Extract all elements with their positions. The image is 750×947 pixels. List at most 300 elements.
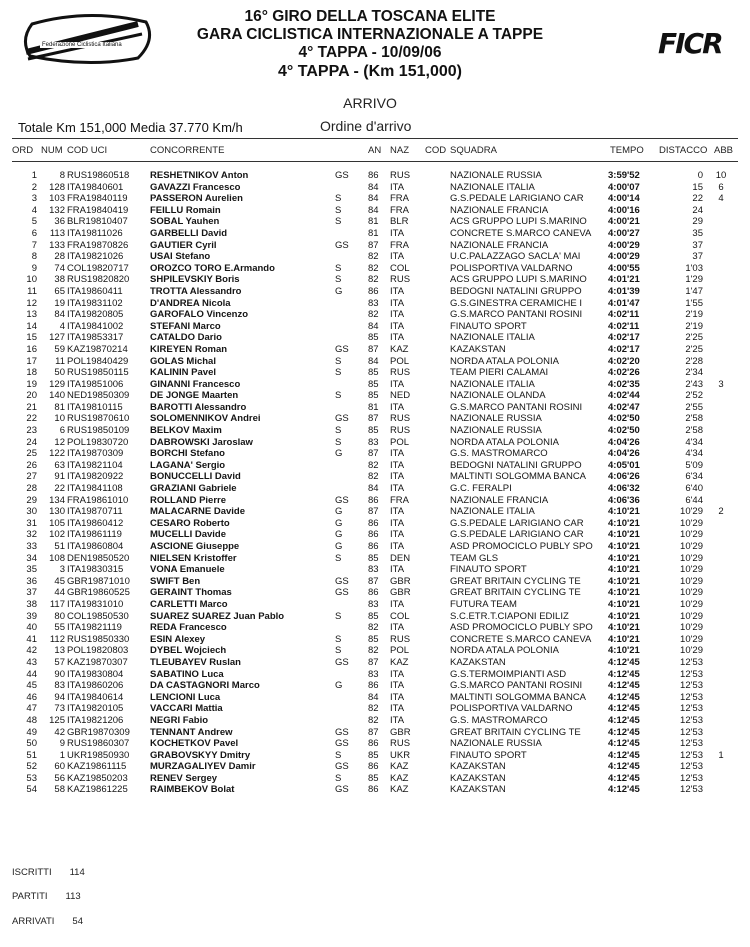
cell-num: 65: [54, 285, 65, 297]
cell-ord: 46: [26, 691, 37, 703]
cell-cod-uci: ITA19840614: [67, 691, 124, 703]
cell-tempo: 4:02'11: [608, 309, 640, 321]
cell-naz: ITA: [390, 598, 405, 610]
cell-cod-uci: RUS19860307: [67, 738, 130, 750]
cell-concorrente: ASCIONE Giuseppe: [150, 541, 240, 552]
cell-cod-uci: COL19850530: [67, 610, 129, 622]
cell-concorrente: DYBEL Wojciech: [150, 645, 227, 657]
cell-cat: GS: [335, 656, 349, 668]
cell-naz: KAZ: [390, 772, 409, 784]
cell-cod-uci: ITA19830315: [67, 564, 124, 576]
cell-distacco: 29: [692, 216, 703, 228]
cell-naz: GBR: [390, 575, 411, 587]
cell-cod-uci: KAZ19870307: [67, 656, 128, 668]
cell-tempo: 4:12'45: [608, 738, 640, 750]
cell-an: 85: [368, 367, 379, 379]
cell-cod-uci: ITA19860804: [67, 541, 124, 552]
cell-num: 63: [54, 459, 65, 471]
table-row: [0, 622, 750, 634]
cell-squadra: TEAM PIERI CALAMAI: [450, 367, 549, 379]
cell-cat: GS: [335, 575, 349, 587]
cell-an: 84: [368, 204, 379, 216]
cell-ord: 14: [26, 320, 37, 332]
cell-tempo: 4:10'21: [608, 575, 640, 587]
cell-squadra: BEDOGNI NATALINI GRUPPO: [450, 459, 582, 471]
cell-concorrente: SOLOMENNIKOV Andrei: [150, 413, 261, 425]
cell-squadra: NAZIONALE RUSSIA: [450, 413, 542, 425]
cell-cod-uci: ITA19821026: [67, 251, 124, 263]
cell-ord: 34: [26, 552, 37, 564]
table-row: [0, 553, 750, 565]
cell-ord: 19: [26, 378, 37, 390]
cell-an: 86: [368, 738, 379, 750]
cell-ord: 4: [31, 204, 37, 216]
cell-naz: ITA: [390, 401, 405, 413]
cell-concorrente: CARLETTI Marco: [150, 598, 228, 610]
cell-squadra: TEAM GLS: [450, 552, 499, 564]
col-cod-uci: COD UCI: [67, 145, 108, 156]
table-row: [0, 367, 750, 379]
cell-tempo: 4:00'55: [608, 262, 640, 274]
cell-tempo: 4:10'21: [608, 552, 640, 564]
table-row: [0, 263, 750, 275]
cell-ord: 23: [26, 425, 37, 437]
table-row: [0, 193, 750, 205]
cell-num: 130: [49, 506, 65, 518]
cell-ord: 27: [26, 471, 37, 483]
cell-an: 87: [368, 239, 379, 251]
cell-naz: ITA: [390, 680, 405, 692]
cell-concorrente: ROLLAND Pierre: [150, 494, 227, 506]
cell-ord: 52: [26, 761, 37, 773]
cell-num: 134: [49, 494, 65, 506]
cell-squadra: G.C. FERALPI: [450, 483, 512, 495]
cell-cod-uci: ITA19841002: [67, 320, 124, 332]
col-naz: NAZ: [390, 145, 409, 156]
cell-ord: 22: [26, 413, 37, 425]
cell-ord: 40: [26, 622, 37, 634]
cell-concorrente: NEGRI Fabio: [150, 714, 209, 726]
arrivati-value: 54: [72, 916, 83, 927]
cell-tempo: 4:04'26: [608, 436, 640, 448]
table-row: [0, 738, 750, 750]
cell-naz: ITA: [390, 506, 405, 518]
divider: [12, 161, 738, 162]
cell-naz: ITA: [390, 564, 405, 576]
cell-ord: 26: [26, 459, 37, 471]
cell-tempo: 4:10'21: [608, 587, 640, 599]
table-row: [0, 634, 750, 646]
table-row: [0, 240, 750, 252]
cell-concorrente: SHPILEVSKIY Boris: [150, 274, 240, 286]
cell-num: 103: [49, 193, 65, 205]
cell-distacco: 12'53: [680, 656, 703, 668]
table-row: [0, 356, 750, 368]
cell-naz: ITA: [390, 668, 405, 680]
cell-squadra: MALTINTI SOLGOMMA BANCA: [450, 471, 587, 483]
table-row: [0, 715, 750, 727]
cell-cod-uci: POL19830720: [67, 436, 129, 448]
cell-squadra: ACS GRUPPO LUPI S.MARINO: [450, 216, 587, 228]
cell-distacco: 4'34: [685, 436, 703, 448]
cell-ord: 45: [26, 680, 37, 692]
cell-an: 84: [368, 181, 379, 193]
cell-concorrente: GAUTIER Cyril: [150, 239, 217, 251]
cell-num: 22: [54, 483, 65, 495]
cell-cod-uci: ITA19811026: [67, 227, 123, 239]
cell-squadra: NORDA ATALA POLONIA: [450, 355, 559, 367]
cell-distacco: 15: [692, 181, 703, 193]
cell-an: 85: [368, 633, 379, 645]
cell-tempo: 4:12'45: [608, 784, 640, 796]
cell-abb: 3: [718, 378, 724, 390]
cell-num: 11: [55, 355, 65, 367]
cell-distacco: 2'25: [685, 343, 703, 355]
cell-naz: ITA: [390, 181, 405, 193]
table-row: [0, 216, 750, 228]
cell-squadra: NAZIONALE FRANCIA: [450, 494, 549, 506]
cell-naz: RUS: [390, 413, 411, 425]
cell-cod-uci: ITA19841108: [67, 483, 123, 495]
cell-cod-uci: GBR19870309: [67, 726, 130, 738]
cell-cat: G: [335, 541, 343, 552]
cell-tempo: 4:12'45: [608, 680, 640, 692]
cell-squadra: KAZAKSTAN: [450, 772, 506, 784]
cell-cat: GS: [335, 738, 349, 750]
cell-distacco: 10'29: [680, 598, 703, 610]
cell-squadra: FUTURA TEAM: [450, 598, 517, 610]
cell-ord: 51: [26, 749, 37, 761]
cell-tempo: 4:10'21: [608, 610, 640, 622]
event-subtitle: GARA CICLISTICA INTERNAZIONALE A TAPPE: [196, 26, 544, 43]
cell-distacco: 2'43: [685, 378, 703, 390]
cell-an: 84: [368, 320, 379, 332]
cell-an: 86: [368, 680, 379, 692]
cell-num: 1: [59, 749, 65, 761]
cell-num: 38: [54, 274, 65, 286]
cell-squadra: MALTINTI SOLGOMMA BANCA: [450, 691, 587, 703]
cell-tempo: 4:10'21: [608, 622, 640, 634]
cell-squadra: POLISPORTIVA VALDARNO: [450, 262, 573, 274]
cell-concorrente: SABATINO Luca: [150, 668, 224, 680]
cell-squadra: KAZAKSTAN: [450, 784, 506, 796]
cell-tempo: 4:12'45: [608, 703, 640, 715]
cell-cod-uci: ITA19860206: [67, 680, 124, 692]
cell-distacco: 35: [692, 227, 703, 239]
cell-num: 10: [54, 413, 65, 425]
table-row: [0, 529, 750, 541]
table-row: [0, 286, 750, 298]
cell-cod-uci: ITA19820922: [67, 471, 124, 483]
cell-abb: 6: [718, 181, 724, 193]
cell-naz: FRA: [390, 204, 409, 216]
cell-naz: ITA: [390, 448, 405, 460]
cell-concorrente: TENNANT Andrew: [150, 726, 233, 738]
cell-squadra: NAZIONALE FRANCIA: [450, 239, 549, 251]
cell-concorrente: CATALDO Dario: [150, 332, 222, 344]
cell-ord: 30: [26, 506, 37, 518]
cell-cat: S: [335, 355, 342, 367]
cell-naz: ITA: [390, 332, 405, 344]
cell-squadra: KAZAKSTAN: [450, 343, 506, 355]
cell-tempo: 4:12'45: [608, 772, 640, 784]
cell-tempo: 4:12'45: [608, 714, 640, 726]
cell-concorrente: RAIMBEKOV Bolat: [150, 784, 235, 796]
table-row: [0, 170, 750, 182]
table-row: [0, 298, 750, 310]
cell-tempo: 4:00'16: [608, 204, 640, 216]
cell-tempo: 4:06'32: [608, 483, 640, 495]
cell-cat: S: [335, 262, 342, 274]
arrivati-line: [12, 916, 83, 927]
cell-naz: ITA: [390, 541, 405, 552]
cell-squadra: U.C.PALAZZAGO SACLA' MAI: [450, 251, 581, 263]
cell-concorrente: GOLAS Michal: [150, 355, 216, 367]
cell-ord: 11: [27, 285, 37, 297]
cell-ord: 35: [26, 564, 37, 576]
cell-squadra: KAZAKSTAN: [450, 656, 506, 668]
cell-cod-uci: KAZ19870214: [67, 343, 128, 355]
cell-cod-uci: DEN19850520: [67, 552, 130, 564]
table-row: [0, 727, 750, 739]
cell-ord: 43: [26, 656, 37, 668]
cell-tempo: 4:04'26: [608, 448, 640, 460]
cell-naz: ITA: [390, 714, 405, 726]
cell-distacco: 2'19: [685, 320, 703, 332]
cell-naz: DEN: [390, 552, 411, 564]
cell-cod-uci: ITA19851006: [67, 378, 124, 390]
table-row: [0, 425, 750, 437]
table-row: [0, 205, 750, 217]
partiti-value: 113: [65, 891, 81, 902]
table-row: [0, 645, 750, 657]
cell-concorrente: TLEUBAYEV Ruslan: [150, 656, 241, 668]
cell-distacco: 12'53: [680, 761, 703, 773]
cell-concorrente: VONA Emanuele: [150, 564, 225, 576]
cell-naz: ITA: [390, 309, 405, 321]
cell-an: 82: [368, 714, 379, 726]
cell-cod-uci: RUS19820820: [67, 274, 130, 286]
cell-squadra: NAZIONALE RUSSIA: [450, 425, 542, 437]
cell-naz: ITA: [390, 483, 405, 495]
cell-cat: G: [335, 529, 343, 541]
cell-naz: COL: [390, 262, 410, 274]
cell-cat: GS: [335, 239, 349, 251]
cell-ord: 44: [26, 668, 37, 680]
cell-distacco: 2'34: [685, 367, 703, 379]
cell-tempo: 3:59'52: [608, 170, 640, 181]
table-row: [0, 518, 750, 530]
cell-distacco: 12'53: [680, 738, 703, 750]
totale-media: Totale Km 151,000 Media 37.770 Km/h: [18, 120, 243, 135]
cell-num: 117: [49, 598, 65, 610]
cell-num: 6: [59, 425, 65, 437]
cell-concorrente: DABROWSKI Jaroslaw: [150, 436, 253, 448]
cell-naz: BLR: [390, 216, 409, 228]
cell-cat: G: [335, 506, 343, 518]
cell-cat: S: [335, 274, 342, 286]
cell-naz: NED: [390, 390, 411, 402]
cell-cod-uci: FRA19840119: [67, 193, 128, 205]
cell-squadra: NORDA ATALA POLONIA: [450, 645, 559, 657]
cell-an: 86: [368, 494, 379, 506]
cell-distacco: 12'53: [680, 703, 703, 715]
col-squadra: SQUADRA: [450, 145, 497, 156]
cell-num: 73: [54, 703, 65, 715]
cell-an: 82: [368, 262, 379, 274]
cell-naz: GBR: [390, 726, 411, 738]
cell-naz: ITA: [390, 517, 405, 529]
cell-ord: 41: [26, 633, 37, 645]
table-row: [0, 471, 750, 483]
table-row: [0, 587, 750, 599]
cell-concorrente: ESIN Alexey: [150, 633, 206, 645]
table-row: [0, 506, 750, 518]
cell-cod-uci: UKR19850930: [67, 749, 130, 761]
cell-tempo: 4:02'20: [608, 355, 640, 367]
cell-naz: FRA: [390, 239, 409, 251]
col-abb: ABB: [714, 145, 734, 156]
table-row: [0, 332, 750, 344]
cell-num: 59: [54, 343, 65, 355]
cell-cat: GS: [335, 587, 349, 599]
cell-naz: RUS: [390, 633, 411, 645]
cell-concorrente: BAROTTI Alessandro: [150, 401, 247, 413]
cell-num: 80: [54, 610, 65, 622]
cell-abb: 10: [715, 170, 727, 181]
cell-concorrente: BONUCCELLI David: [150, 471, 241, 483]
cell-an: 86: [368, 587, 379, 599]
cell-cod-uci: GBR19871010: [67, 575, 130, 587]
cell-squadra: GREAT BRITAIN CYCLING TE: [450, 575, 581, 587]
cell-concorrente: MALACARNE Davide: [150, 506, 246, 518]
cell-naz: ITA: [390, 320, 405, 332]
cell-ord: 38: [26, 598, 37, 610]
cell-ord: 13: [26, 309, 37, 321]
cell-ord: 39: [26, 610, 37, 622]
cell-cat: S: [335, 204, 342, 216]
cell-cod-uci: ITA19860411: [67, 285, 123, 297]
cell-concorrente: USAI Stefano: [150, 251, 211, 263]
cell-squadra: ASD PROMOCICLO PUBLY SPO: [450, 541, 593, 552]
table-row: [0, 495, 750, 507]
cell-tempo: 4:10'21: [608, 645, 640, 657]
cell-cat: G: [335, 448, 343, 460]
cell-concorrente: RESHETNIKOV Anton: [150, 170, 249, 181]
cell-an: 81: [368, 401, 379, 413]
table-row: [0, 657, 750, 669]
cell-tempo: 4:01'39: [608, 285, 640, 297]
cell-abb: 1: [718, 749, 724, 761]
cell-num: 90: [54, 668, 65, 680]
cell-distacco: 1'29: [685, 274, 703, 286]
cell-an: 86: [368, 541, 379, 552]
cell-num: 108: [49, 552, 65, 564]
cell-naz: KAZ: [390, 343, 409, 355]
cell-cod-uci: ITA19821119: [67, 622, 122, 634]
cell-concorrente: GARBELLI David: [150, 227, 228, 239]
cell-cod-uci: ITA19831102: [67, 297, 123, 309]
stage-distance: 4° TAPPA - (Km 151,000): [278, 63, 462, 80]
table-row: [0, 599, 750, 611]
cell-squadra: NAZIONALE ITALIA: [450, 181, 535, 193]
cell-ord: 37: [26, 587, 37, 599]
cell-an: 81: [368, 227, 379, 239]
cell-an: 85: [368, 772, 379, 784]
cell-an: 84: [368, 193, 379, 205]
table-row: [0, 611, 750, 623]
cell-tempo: 4:01'21: [608, 274, 640, 286]
cell-num: 44: [54, 587, 65, 599]
table-row: [0, 680, 750, 692]
cell-num: 42: [54, 726, 65, 738]
stage-date: 4° TAPPA - 10/09/06: [298, 44, 442, 61]
cell-squadra: KAZAKSTAN: [450, 761, 506, 773]
cell-squadra: G.S.PEDALE LARIGIANO CAR: [450, 517, 584, 529]
table-row: [0, 390, 750, 402]
cell-ord: 25: [26, 448, 37, 460]
cell-tempo: 4:00'29: [608, 251, 640, 263]
cell-squadra: NAZIONALE RUSSIA: [450, 170, 542, 181]
cell-ord: 2: [31, 181, 37, 193]
cell-naz: POL: [390, 355, 410, 367]
table-row: [0, 784, 750, 796]
cell-concorrente: TROTTA Alessandro: [150, 285, 242, 297]
cell-squadra: FINAUTO SPORT: [450, 749, 527, 761]
cell-ord: 3: [31, 193, 37, 205]
cell-cod-uci: ITA19821206: [67, 714, 124, 726]
cell-squadra: G.S.MARCO PANTANI ROSINI: [450, 680, 583, 692]
cell-ord: 53: [26, 772, 37, 784]
cell-an: 83: [368, 564, 379, 576]
cell-cat: G: [335, 517, 343, 529]
cell-naz: ITA: [390, 691, 405, 703]
cell-naz: FRA: [390, 193, 409, 205]
cell-distacco: 12'53: [680, 680, 703, 692]
cell-concorrente: KALININ Pavel: [150, 367, 216, 379]
cell-tempo: 4:12'45: [608, 656, 640, 668]
iscritti-value: 114: [69, 867, 85, 878]
cell-an: 82: [368, 645, 379, 657]
ficr-logo: FICR: [658, 27, 722, 60]
cell-concorrente: GRAZIANI Gabriele: [150, 483, 237, 495]
cell-squadra: CONCRETE S.MARCO CANEVA: [450, 633, 592, 645]
cell-num: 74: [54, 262, 65, 274]
cell-num: 84: [54, 309, 65, 321]
cell-tempo: 4:02'11: [608, 320, 640, 332]
cell-num: 60: [54, 761, 65, 773]
table-row: [0, 483, 750, 495]
cell-cod-uci: POL19820803: [67, 645, 129, 657]
cell-distacco: 10'29: [680, 541, 703, 552]
col-an: AN: [368, 145, 382, 156]
cell-squadra: NORDA ATALA POLONIA: [450, 436, 559, 448]
table-row: [0, 182, 750, 194]
cell-concorrente: STEFANI Marco: [150, 320, 221, 332]
table-row: [0, 228, 750, 240]
cell-distacco: 6'44: [685, 494, 703, 506]
cell-tempo: 4:02'17: [608, 332, 640, 344]
cell-concorrente: MURZAGALIYEV Damir: [150, 761, 256, 773]
cell-an: 87: [368, 656, 379, 668]
cell-ord: 48: [26, 714, 37, 726]
cell-squadra: FINAUTO SPORT: [450, 320, 527, 332]
cell-naz: UKR: [390, 749, 411, 761]
cell-concorrente: BELKOV Maxim: [150, 425, 222, 437]
cell-ord: 9: [31, 262, 37, 274]
cell-squadra: G.S.PEDALE LARIGIANO CAR: [450, 193, 584, 205]
cell-tempo: 4:02'17: [608, 343, 640, 355]
